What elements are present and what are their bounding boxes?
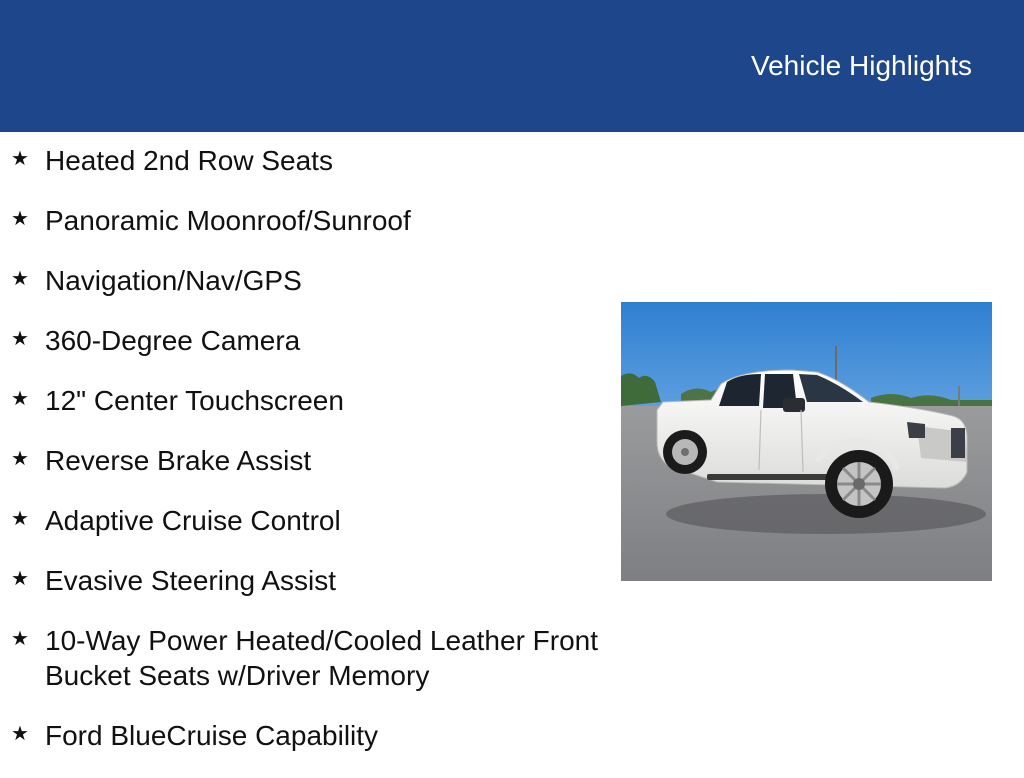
star-icon: ★	[11, 268, 29, 290]
truck-shadow	[666, 494, 986, 534]
highlight-label: 10-Way Power Heated/Cooled Leather Front Bucket Seats w/Driver Memory	[45, 625, 599, 691]
star-icon: ★	[11, 328, 29, 350]
highlight-label: Navigation/Nav/GPS	[45, 265, 302, 296]
vehicle-highlights-list	[0, 143, 600, 778]
rear-hub	[681, 448, 689, 456]
running-board	[707, 474, 837, 480]
star-icon: ★	[11, 508, 29, 530]
star-icon: ★	[11, 208, 29, 230]
star-icon: ★	[11, 568, 29, 590]
highlight-item	[0, 143, 600, 178]
grille-dark	[951, 428, 965, 458]
highlight-label: Adaptive Cruise Control	[45, 505, 341, 536]
highlight-label: 12" Center Touchscreen	[45, 385, 344, 416]
highlight-item	[0, 718, 600, 753]
star-icon: ★	[11, 723, 29, 745]
highlight-item	[0, 203, 600, 238]
highlight-item	[0, 443, 600, 478]
page-title: Vehicle Highlights	[750, 50, 972, 81]
highlight-label: Ford BlueCruise Capability	[45, 720, 379, 751]
highlight-label: Reverse Brake Assist	[45, 445, 312, 476]
highlight-item	[0, 323, 600, 358]
highlight-label: 360-Degree Camera	[45, 325, 301, 356]
front-hub	[853, 478, 865, 490]
header-bar	[0, 0, 1024, 132]
star-icon: ★	[11, 388, 29, 410]
headlight	[907, 422, 925, 438]
highlight-label: Evasive Steering Assist	[45, 565, 337, 596]
highlight-item	[0, 383, 600, 418]
highlight-item	[0, 563, 600, 598]
highlight-label: Heated 2nd Row Seats	[45, 145, 333, 176]
highlight-label: Panoramic Moonroof/Sunroof	[45, 205, 411, 236]
highlight-item	[0, 263, 600, 298]
highlight-item	[0, 503, 600, 538]
highlight-item	[0, 623, 600, 693]
star-icon: ★	[11, 628, 29, 650]
star-icon: ★	[11, 148, 29, 170]
side-mirror	[783, 398, 805, 412]
vehicle-photo	[621, 302, 992, 581]
star-icon: ★	[11, 448, 29, 470]
